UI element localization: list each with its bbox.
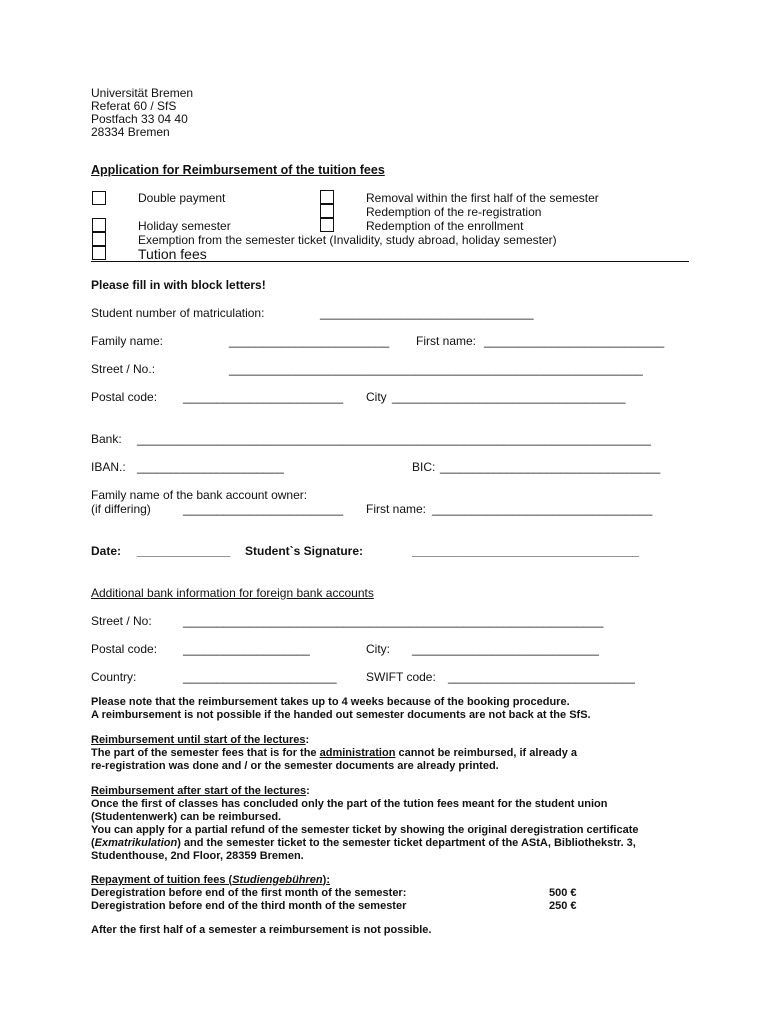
- reason-holiday-semester: Holiday semester: [138, 219, 231, 233]
- signature-label: Student`s Signature:: [245, 544, 364, 558]
- until-lectures-heading-line: [91, 734, 309, 747]
- foreign-street-label: Street / No:: [91, 614, 152, 628]
- address-line-1: Universität Bremen: [91, 86, 194, 100]
- foreign-postal-field[interactable]: ___________________: [183, 642, 310, 656]
- repayment-row-1-label: Deregistration before end of the first month of the semester:: [91, 887, 407, 899]
- until-line-1-part-a: The part of the semester fees that is for the: [91, 747, 320, 759]
- first-name-field[interactable]: ___________________________: [484, 334, 665, 348]
- repayment-heading-part-a: Repayment of tuition fees (: [91, 874, 233, 886]
- first-name-label: First name:: [416, 334, 477, 348]
- account-owner-label: Family name of the bank account owner:: [91, 488, 308, 502]
- reason-redemption-enrollment: Redemption of the enrollment: [366, 219, 524, 233]
- iban-field[interactable]: ______________________: [137, 460, 284, 474]
- after-lectures-line-2: (Studentenwerk) can be reimbursed.: [91, 811, 282, 823]
- until-lectures-colon: :: [305, 734, 310, 746]
- postal-code-field[interactable]: ________________________: [183, 390, 344, 404]
- account-owner-first-name-label: First name:: [366, 502, 427, 516]
- checkbox-holiday-semester[interactable]: [92, 218, 106, 232]
- foreign-country-label: Country:: [91, 670, 137, 684]
- foreign-country-field[interactable]: _______________________: [183, 670, 337, 684]
- after-lectures-line-3: You can apply for a partial refund of the semester ticket by showing the original deregistration certificate: [91, 824, 639, 836]
- after-lectures-heading-line: [91, 785, 310, 798]
- section-divider: [91, 261, 689, 262]
- note-documents: A reimbursement is not possible if the handed out semester documents are not back at the SfS.: [91, 709, 591, 721]
- city-field[interactable]: ___________________________________: [392, 390, 626, 404]
- after-line-4-part-a: (: [91, 837, 95, 849]
- until-lectures-line-1: [91, 747, 577, 760]
- account-owner-differing: (if differing): [91, 502, 151, 516]
- street-field[interactable]: ______________________________________________________________: [229, 362, 643, 376]
- reason-exemption-ticket: Exemption from the semester ticket (Invalidity, study abroad, holiday semester): [138, 233, 557, 247]
- repayment-row-2-value: 250 €: [549, 900, 577, 912]
- checkbox-double-payment[interactable]: [92, 191, 106, 205]
- reason-double-payment: Double payment: [138, 191, 226, 205]
- address-line-3: Postfach 33 04 40: [91, 112, 188, 126]
- document-title: Application for Reimbursement of the tuition fees: [91, 163, 385, 177]
- date-field[interactable]: ______________: [137, 544, 231, 558]
- repayment-heading-part-c: ): [322, 874, 327, 886]
- until-line-1-part-c: cannot be reimbursed, if already a: [395, 747, 577, 759]
- street-label: Street / No.:: [91, 362, 156, 376]
- foreign-swift-label: SWIFT code:: [366, 670, 436, 684]
- exmatrikulation-text: Exmatrikulation: [94, 837, 178, 849]
- foreign-city-field[interactable]: ____________________________: [412, 642, 599, 656]
- date-label: Date:: [91, 544, 122, 558]
- after-lectures-colon: :: [306, 785, 310, 797]
- checkbox-tuition-fees[interactable]: [92, 246, 106, 260]
- reason-redemption-reregistration: Redemption of the re-registration: [366, 205, 542, 219]
- foreign-bank-heading: Additional bank information for foreign bank accounts: [91, 586, 374, 600]
- checkbox-redemption-enrollment[interactable]: [320, 218, 334, 232]
- after-lectures-line-5: Studenthouse, 2nd Floor, 28359 Bremen.: [91, 850, 304, 862]
- studiengebuehren-text: Studiengebühren: [232, 874, 323, 886]
- postal-code-label: Postal code:: [91, 390, 158, 404]
- bic-field[interactable]: _________________________________: [440, 460, 661, 474]
- bank-field[interactable]: _____________________________________________________________________________: [137, 432, 651, 446]
- address-line-2: Referat 60 / SfS: [91, 99, 177, 113]
- foreign-swift-field[interactable]: ____________________________: [448, 670, 635, 684]
- city-label: City: [366, 390, 387, 404]
- student-number-field[interactable]: ________________________________: [320, 306, 534, 320]
- checkbox-redemption-reregistration[interactable]: [320, 204, 334, 218]
- reason-tuition-fees: Tution fees: [138, 246, 207, 262]
- after-line-4-part-c: ) and the semester ticket to the semester ticket department of the AStA, Bibliothekstr. 3,: [177, 837, 636, 849]
- account-owner-family-field[interactable]: ________________________: [183, 502, 344, 516]
- bic-label: BIC:: [412, 460, 436, 474]
- checkbox-exemption-ticket[interactable]: [92, 232, 106, 246]
- administration-text: administration: [319, 747, 396, 759]
- bank-label: Bank:: [91, 432, 122, 446]
- foreign-street-field[interactable]: _______________________________________________________________: [183, 614, 604, 628]
- student-number-label: Student number of matriculation:: [91, 306, 265, 320]
- foreign-postal-label: Postal code:: [91, 642, 158, 656]
- repayment-heading-colon: :: [326, 874, 330, 886]
- after-lectures-heading: Reimbursement after start of the lectures: [91, 785, 307, 797]
- until-lectures-heading: Reimbursement until start of the lectures: [91, 734, 306, 746]
- account-owner-first-name-field[interactable]: _________________________________: [432, 502, 653, 516]
- address-line-4: 28334 Bremen: [91, 125, 170, 139]
- repayment-row-1-value: 500 €: [549, 887, 577, 899]
- final-note: After the first half of a semester a reimbursement is not possible.: [91, 924, 432, 936]
- block-letters-instruction: Please fill in with block letters!: [91, 278, 266, 292]
- reason-removal-first-half: Removal within the first half of the semester: [366, 191, 599, 205]
- signature-field[interactable]: __________________________________: [412, 544, 639, 558]
- after-lectures-line-4: [91, 837, 636, 850]
- after-lectures-line-1: Once the first of classes has concluded only the part of the tution fees meant for the student union: [91, 798, 608, 810]
- note-duration: Please note that the reimbursement takes up to 4 weeks because of the booking procedure.: [91, 696, 570, 708]
- repayment-heading: [91, 874, 330, 887]
- iban-label: IBAN.:: [91, 460, 126, 474]
- family-name-field[interactable]: ________________________: [229, 334, 390, 348]
- foreign-city-label: City:: [366, 642, 390, 656]
- checkbox-removal-first-half[interactable]: [320, 190, 334, 204]
- until-lectures-line-2: re-registration was done and / or the semester documents are already printed.: [91, 760, 499, 772]
- repayment-row-2-label: Deregistration before end of the third month of the semester: [91, 900, 407, 912]
- family-name-label: Family name:: [91, 334, 164, 348]
